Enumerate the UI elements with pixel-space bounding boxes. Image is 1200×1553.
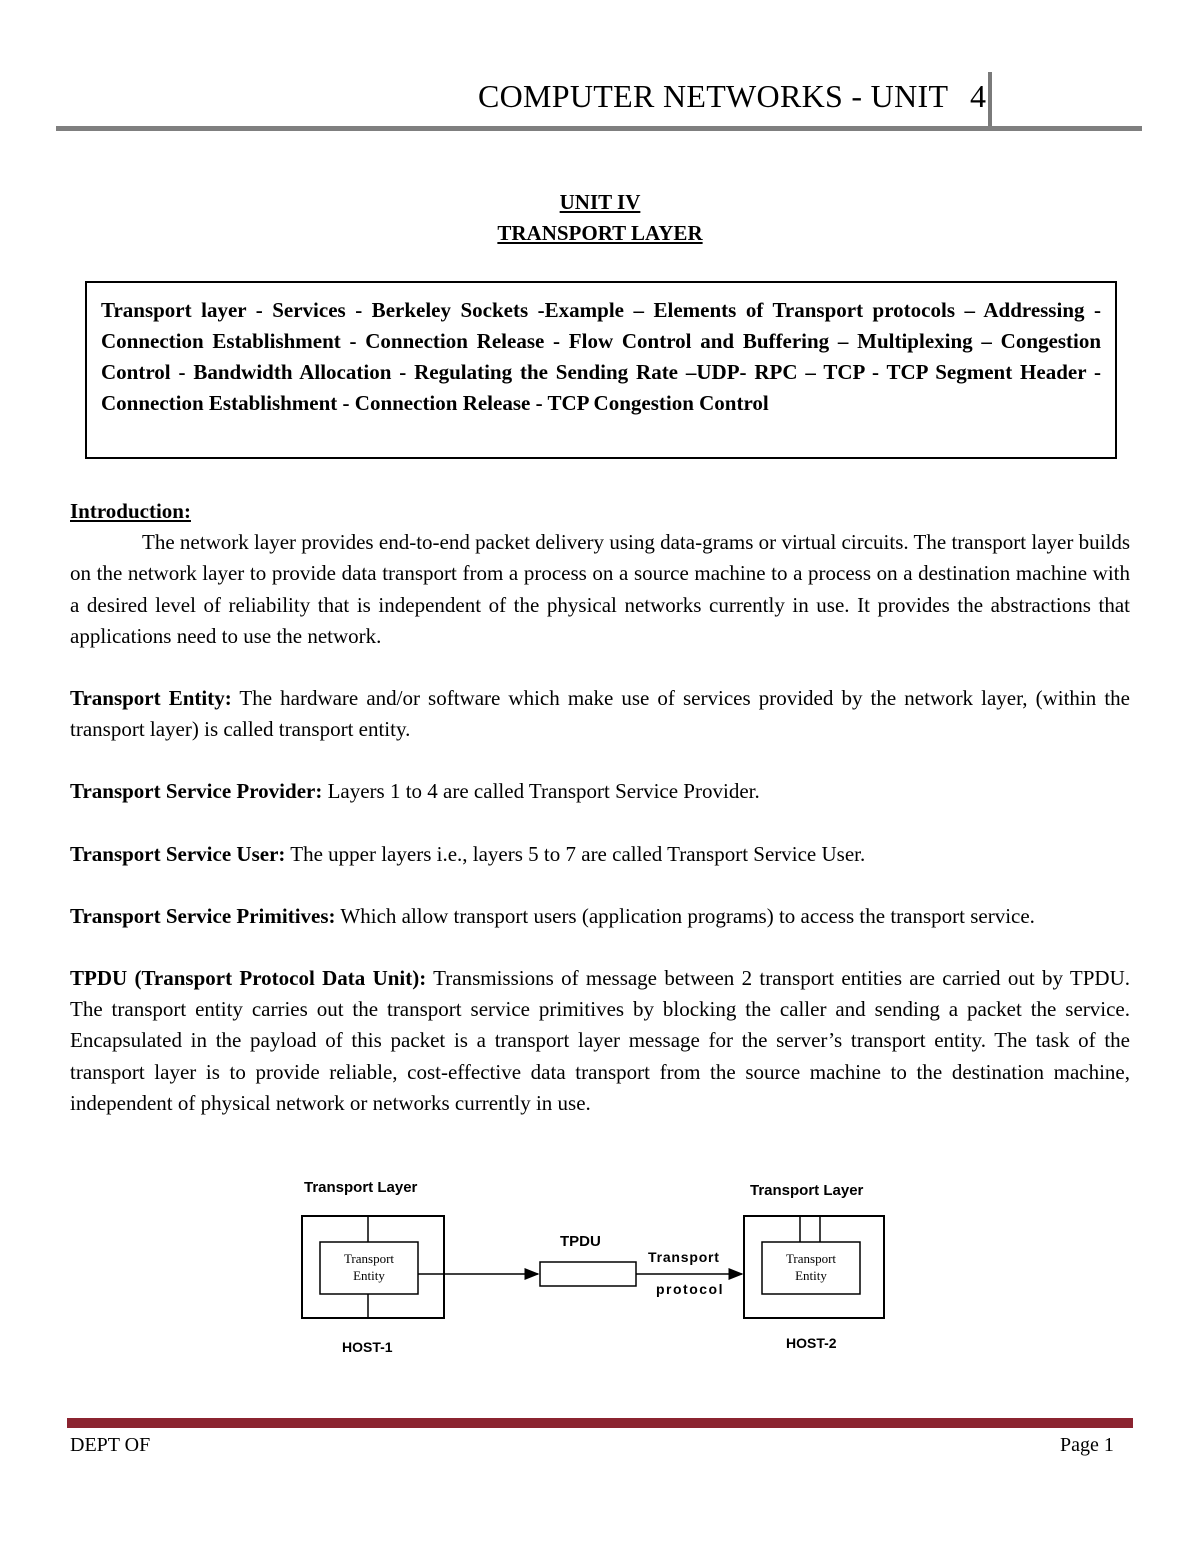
host1-entity-line2: Entity	[353, 1268, 385, 1283]
unit-label: UNIT IV	[559, 190, 641, 214]
host1-box	[302, 1216, 444, 1318]
introduction-section	[70, 496, 1130, 652]
syllabus-text: Transport layer - Services - Berkeley Sockets -Example – Elements of Transport protocols – Addressing - Connection Establishment - Connection Release - Flow Control and Buffering – Multiplexing – Congestion Control - Bandwidth Allocation - Regulating the Sending Rate –UDP- RPC – TCP - TCP Segment Header - Connection Establishment - Connection Release - TCP Congestion Control	[101, 298, 1101, 415]
definition-transport-entity	[70, 683, 1130, 745]
host2-entity-line1: Transport	[785, 1251, 837, 1266]
tpdu-label: TPDU	[560, 1233, 601, 1250]
right-layer-label: Transport Layer	[750, 1182, 864, 1199]
introduction-heading: Introduction:	[70, 499, 191, 523]
footer-page-number: Page 1	[1060, 1434, 1114, 1456]
footer-dept: DEPT OF	[70, 1434, 151, 1456]
syllabus-box	[85, 281, 1117, 459]
host1-entity-line1: Transport	[343, 1251, 395, 1266]
definition-term: Transport Entity:	[70, 686, 232, 711]
host1-label: HOST-1	[342, 1339, 393, 1355]
definition-text: Layers 1 to 4 are called Transport Service Provider.	[322, 779, 760, 804]
introduction-text: The network layer provides end-to-end packet delivery using data-grams or virtual circuits. The transport layer builds on the network layer to provide data transport from a process on a source machine to a process on a destination machine with a desired level of reliability that is independent of the physical networks currently in use. It provides the abstractions that applications need to use the network.	[70, 530, 1130, 648]
footer-rule	[67, 1418, 1133, 1428]
unit-title: TRANSPORT LAYER	[497, 221, 703, 245]
protocol-label-line1: Transport	[648, 1249, 720, 1265]
definition-term: Transport Service Primitives:	[70, 903, 336, 928]
definition-term: Transport Service Provider:	[70, 779, 323, 804]
protocol-label-line2: protocol	[656, 1281, 724, 1297]
definition-term: Transport Service User:	[70, 841, 286, 866]
header-unit-number: 4	[970, 78, 987, 114]
host2-box	[744, 1216, 884, 1318]
header-rule	[56, 126, 1142, 131]
definition-term: TPDU (Transport Protocol Data Unit):	[70, 966, 427, 991]
definition-transport-service-primitives	[70, 901, 1130, 932]
definition-text: Transmissions of message between 2 transport entities are carried out by TPDU. The transport entity carries out the transport service primitives by blocking the caller and sending a packet the service. Encapsulated in the payload of this packet is a transport layer message for the server’s transport entity. The task of the transport layer is to provide reliable, cost-effective data transport from the source machine to the destination machine, independent of physical network or networks currently in use.	[70, 966, 1130, 1115]
left-layer-label: Transport Layer	[304, 1179, 418, 1196]
tpdu-box	[540, 1262, 636, 1286]
definition-text: Which allow transport users (application programs) to access the transport service.	[335, 903, 1035, 928]
definition-tpdu	[70, 963, 1130, 1119]
definition-transport-service-user	[70, 839, 1130, 870]
host2-label: HOST-2	[786, 1335, 837, 1351]
document-header-title	[478, 78, 986, 115]
header-course-title: COMPUTER NETWORKS - UNIT	[478, 78, 948, 114]
transport-layer-diagram	[290, 1170, 910, 1370]
definition-transport-service-provider	[70, 776, 1130, 807]
definition-text: The hardware and/or software which make use of services provided by the network layer, (within the transport layer) is called transport entity.	[70, 686, 1130, 742]
definition-text: The upper layers i.e., layers 5 to 7 are called Transport Service User.	[285, 841, 866, 866]
host2-entity-line2: Entity	[795, 1268, 827, 1283]
header-separator	[988, 72, 992, 128]
document-body	[70, 496, 1130, 1150]
